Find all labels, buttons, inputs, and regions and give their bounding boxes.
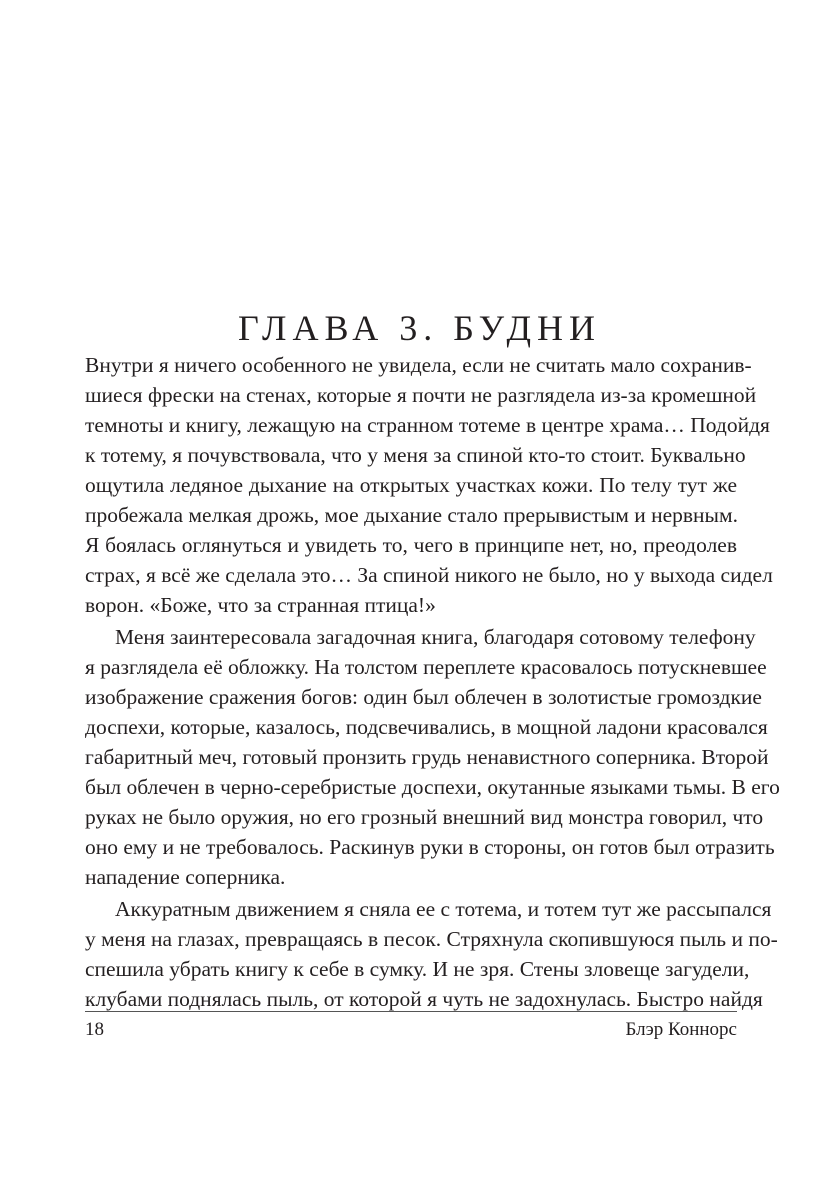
paragraph (85, 894, 778, 1014)
paragraph (85, 350, 773, 620)
text-line: доспехи, которые, казалось, подсвечивались, в мощной ладони красовался (85, 715, 768, 739)
text-line: изображение сражения богов: один был облечен в золотистые громоздкие (85, 685, 762, 709)
text-line: я разглядела её обложку. На толстом переплете красовалось потускневшее (85, 655, 767, 679)
text-line: темноты и книгу, лежащую на странном тотеме в центре храма… Подойдя (85, 413, 770, 437)
paragraph (85, 622, 780, 892)
text-line: Я боялась оглянуться и увидеть то, чего в принципе нет, но, преодолев (85, 533, 737, 557)
text-line: у меня на глазах, превращаясь в песок. Стряхнула скопившуюся пыль и по- (85, 927, 778, 951)
text-line: пробежала мелкая дрожь, мое дыхание стало прерывистым и нервным. (85, 503, 738, 527)
text-line: нападение соперника. (85, 865, 286, 889)
running-author: Блэр Коннорс (625, 1019, 737, 1040)
text-line: габаритный меч, готовый пронзить грудь ненавистного соперника. Второй (85, 745, 769, 769)
text-line: спешила убрать книгу к себе в сумку. И не зря. Стены зловеще загудели, (85, 957, 750, 981)
text-line: Аккуратным движением я сняла ее с тотема, и тотем тут же рассыпался (115, 897, 772, 921)
text-line: ощутила ледяное дыхание на открытых участках кожи. По телу тут же (85, 473, 737, 497)
text-line: руках не было оружия, но его грозный внешний вид монстра говорил, что (85, 805, 764, 829)
text-line: оно ему и не требовалось. Раскинув руки в стороны, он готов был отразить (85, 835, 775, 859)
text-line: ворон. «Боже, что за странная птица!» (85, 593, 436, 617)
text-line: Меня заинтересовала загадочная книга, благодаря сотовому телефону (115, 625, 756, 649)
page-number: 18 (85, 1019, 104, 1040)
text-line: страх, я всё же сделала это… За спиной никого не было, но у выхода сидел (85, 563, 773, 587)
body-text (85, 350, 780, 1014)
footer-divider (85, 1011, 737, 1012)
text-line: шиеся фрески на стенах, которые я почти не разглядела из-за кромешной (85, 383, 757, 407)
chapter-title: ГЛАВА 3. БУДНИ (237, 308, 602, 349)
text-line: к тотему, я почувствовала, что у меня за спиной кто-то стоит. Буквально (85, 443, 746, 467)
text-line: клубами поднялась пыль, от которой я чуть не задохнулась. Быстро найдя (85, 987, 763, 1011)
text-line: Внутри я ничего особенного не увидела, если не считать мало сохранив- (85, 353, 752, 377)
text-line: был облечен в черно-серебристые доспехи, окутанные языками тьмы. В его (85, 775, 780, 799)
